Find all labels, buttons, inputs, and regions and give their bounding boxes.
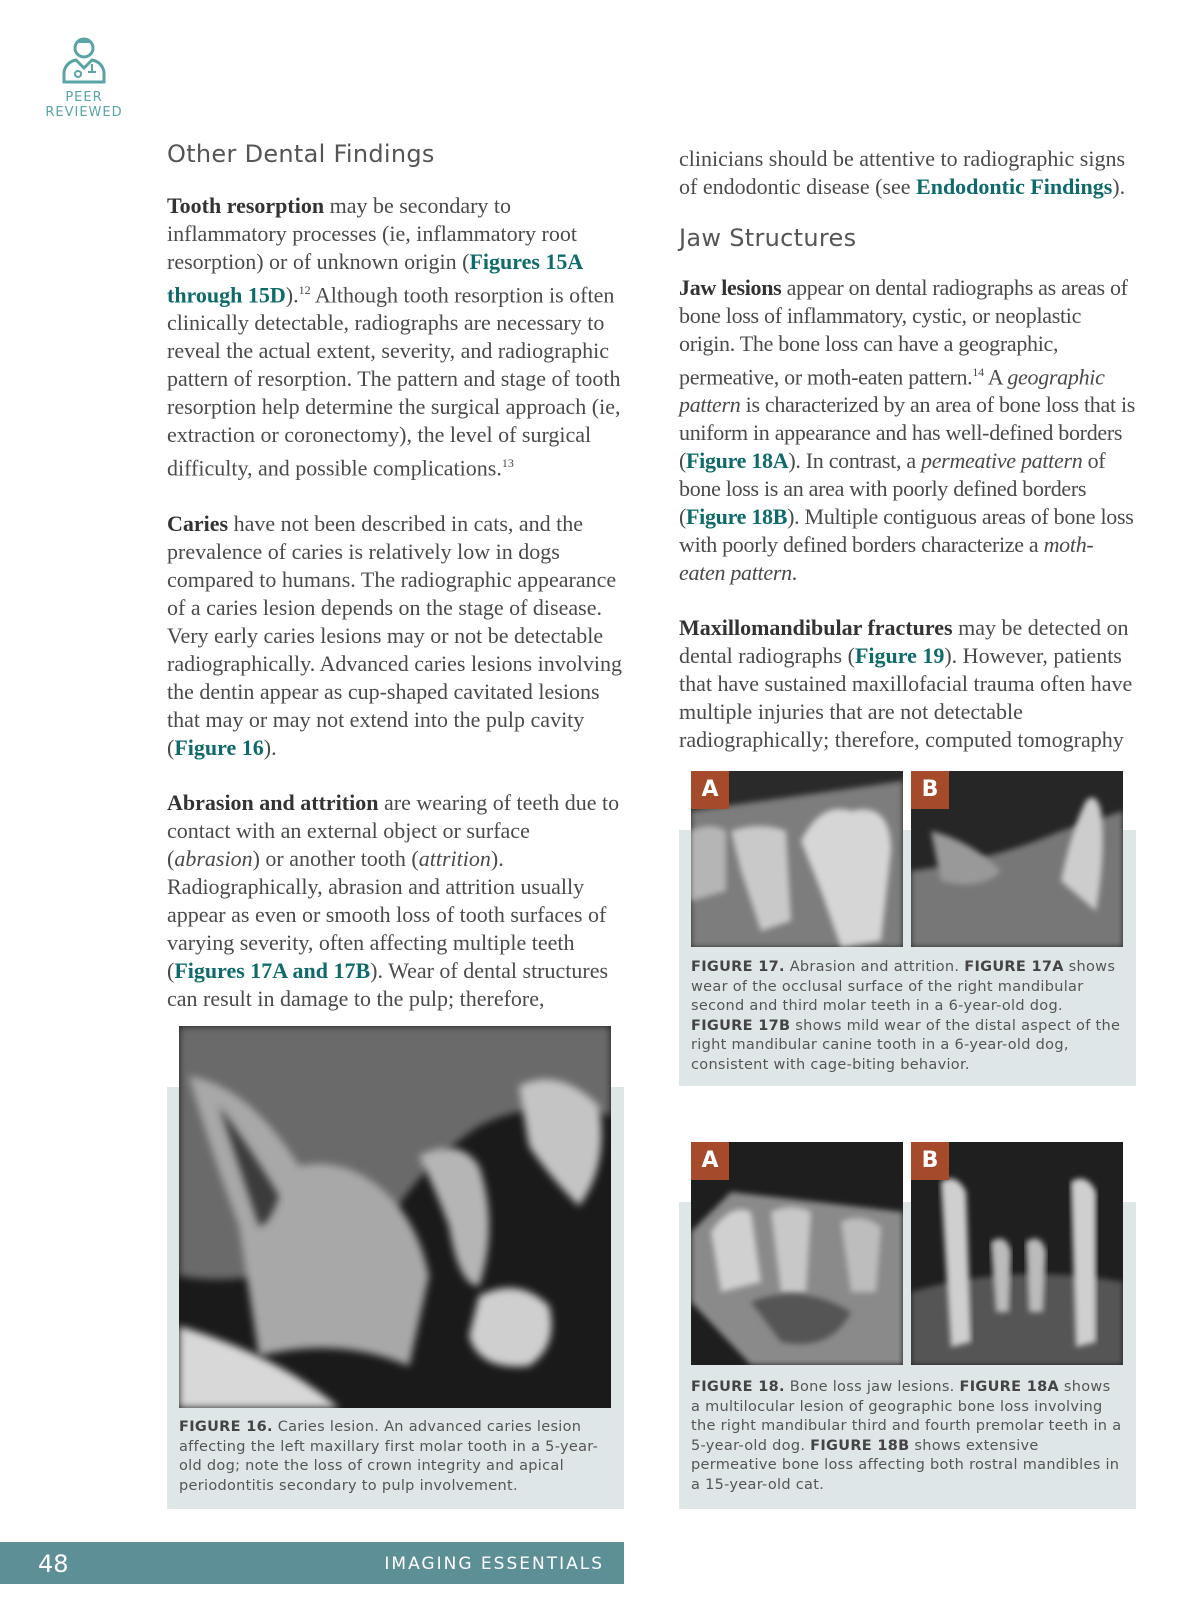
figure-18b-tag: B xyxy=(911,1142,949,1180)
text: are wearing of teeth due to contact with an external object or surface ( xyxy=(167,789,620,871)
text: shows extensive permeative bone loss affecting both rostral mandibles in a 15-year-old cat. xyxy=(691,1437,1120,1493)
text: ). Multiple contiguous areas of bone loss with poorly defined borders characterize a xyxy=(679,504,1134,558)
figure-16-label: FIGURE 16. xyxy=(179,1419,273,1435)
figure-18b-radiograph xyxy=(911,1142,1123,1365)
text: ). xyxy=(1112,174,1126,199)
footer-bar xyxy=(0,1542,624,1584)
text: A xyxy=(983,364,1008,390)
text: ). xyxy=(263,734,277,760)
text: may be detected on dental radiographs ( xyxy=(679,615,1129,669)
text: shows mild wear of the distal aspect of the right mandibular canine tooth in a 6-year-old dog, consistent with cage-biting behavior. xyxy=(691,1017,1121,1073)
link-figure-18a[interactable]: Figure 18A xyxy=(686,448,789,474)
text: clinicians should be attentive to radiographic signs of endodontic disease (see xyxy=(679,146,1126,199)
text: Bone loss jaw lesions. xyxy=(784,1379,960,1395)
paragraph-maxillomandibular-fractures xyxy=(679,614,1139,754)
link-endodontic-findings[interactable]: Endodontic Findings xyxy=(916,174,1113,199)
figure-18-caption xyxy=(691,1378,1123,1495)
em-geographic-pattern: geographic pattern xyxy=(679,364,1105,418)
figure-17a-tag: A xyxy=(691,771,729,809)
doctor-icon xyxy=(58,34,110,86)
figure-18-label: FIGURE 18. xyxy=(691,1379,785,1395)
figure-18a-label: FIGURE 18A xyxy=(959,1379,1059,1395)
text: ). xyxy=(285,282,299,308)
reference-13: 13 xyxy=(501,456,514,471)
badge-line-2: REVIEWED xyxy=(45,105,123,120)
link-figure-19[interactable]: Figure 19 xyxy=(854,643,945,669)
figure-18b-label: FIGURE 18B xyxy=(810,1437,910,1454)
reference-14: 14 xyxy=(972,365,984,379)
link-figures-15[interactable]: Figures 15A through 15D xyxy=(167,249,583,308)
text: Caries lesion. An advanced caries lesion affecting the left maxillary first molar tooth in a 5-year-old dog; note the loss of crown integrity and apical periodontitis secondary to pulp involvement. xyxy=(179,1419,599,1494)
text: of bone loss is an area with poorly defined borders ( xyxy=(679,448,1106,530)
page-number: 48 xyxy=(38,1550,69,1578)
text: ). In contrast, a xyxy=(788,448,922,474)
text: . xyxy=(791,560,797,586)
em-moth-eaten-pattern: moth-eaten pattern xyxy=(679,532,1094,586)
link-figure-16[interactable]: Figure 16 xyxy=(174,734,264,760)
paragraph-endodontic xyxy=(679,145,1139,201)
paragraph-tooth-resorption xyxy=(167,192,627,483)
link-figures-17[interactable]: Figures 17A and 17B xyxy=(174,957,371,983)
term-maxillomandibular-fractures: Maxillomandibular fractures xyxy=(679,615,953,641)
em-attrition: attrition xyxy=(418,845,491,871)
text: ). However, patients that have sustained maxillofacial trauma often have multiple injuries that are not detectable radiographically; therefore, computed tomography xyxy=(679,643,1133,753)
heading-other-dental-findings: Other Dental Findings xyxy=(167,140,435,168)
figure-17b-label: FIGURE 17B xyxy=(691,1017,791,1034)
paragraph-caries xyxy=(167,510,627,762)
link-figure-18b[interactable]: Figure 18B xyxy=(686,504,788,530)
term-jaw-lesions: Jaw lesions xyxy=(679,275,782,300)
text: ). Wear of dental structures can result in damage to the pulp; therefore, xyxy=(167,957,609,1011)
figure-18a-radiograph xyxy=(691,1142,903,1365)
figure-17b-radiograph xyxy=(911,771,1123,947)
section-title: IMAGING ESSENTIALS xyxy=(384,1554,604,1574)
figure-17a-label: FIGURE 17A xyxy=(964,959,1064,975)
text: Abrasion and attrition. xyxy=(784,959,965,975)
reference-12: 12 xyxy=(298,283,311,297)
text: may be secondary to inflammatory processes (ie, inflammatory root resorption) or of unknown origin ( xyxy=(167,193,577,274)
radiograph-image xyxy=(179,1026,611,1408)
figure-16-radiograph xyxy=(179,1026,611,1408)
term-abrasion-attrition: Abrasion and attrition xyxy=(167,789,379,815)
peer-reviewed-badge xyxy=(36,34,132,120)
badge-line-1: PEER xyxy=(65,90,103,105)
figure-17a-radiograph xyxy=(691,771,903,947)
figure-17b-tag: B xyxy=(911,771,949,809)
paragraph-jaw-lesions xyxy=(679,274,1139,587)
text: have not been described in cats, and the prevalence of caries is relatively low in dogs compared to humans. The radiographic appearance of a caries lesion depends on the stage of disease. Very early caries lesions may or not be detectable radiographically. Advanced caries lesions involving the dentin appear as cup-shaped cavitated lesions that may or may not extend into the pulp cavity ( xyxy=(167,510,622,760)
figure-16-caption xyxy=(179,1418,611,1496)
text: ) or another tooth ( xyxy=(252,845,419,871)
text: appear on dental radiographs as areas of bone loss of inflammatory, cystic, or neoplastic origin. The bone loss can have a geographic, permeative, or moth-eaten pattern. xyxy=(679,275,1128,390)
em-abrasion: abrasion xyxy=(174,845,253,871)
text: shows a multilocular lesion of geographic bone loss involving the right mandibular third and fourth premolar teeth in a 5-year-old dog. xyxy=(691,1379,1122,1454)
text: shows wear of the occlusal surface of the right mandibular second and third molar teeth in a 6-year-old dog. xyxy=(691,959,1116,1014)
paragraph-abrasion-attrition xyxy=(167,789,627,1013)
text: ). Radiographically, abrasion and attrition usually appear as even or smooth loss of tooth surfaces of varying severity, often affecting multiple teeth ( xyxy=(167,845,607,983)
figure-17-caption xyxy=(691,958,1123,1075)
term-tooth-resorption: Tooth resorption xyxy=(167,193,325,218)
text: is characterized by an area of bone loss that is uniform in appearance and has well-defined borders ( xyxy=(679,392,1136,474)
term-caries: Caries xyxy=(167,510,229,536)
figure-17-label: FIGURE 17. xyxy=(691,959,785,975)
right-column xyxy=(679,145,1139,754)
em-permeative-pattern: permeative pattern xyxy=(921,448,1083,474)
figure-18a-tag: A xyxy=(691,1142,729,1180)
left-column xyxy=(167,140,627,1013)
text: Although tooth resorption is often clinically detectable, radiographs are necessary to reveal the actual extent, severity, and radiographic pattern of resorption. The pattern and stage of tooth resorption help determine the surgical approach (ie, extraction or coronectomy), the level of surgical difficulty, and possible complications. xyxy=(167,282,621,481)
heading-jaw-structures: Jaw Structures xyxy=(679,224,857,252)
